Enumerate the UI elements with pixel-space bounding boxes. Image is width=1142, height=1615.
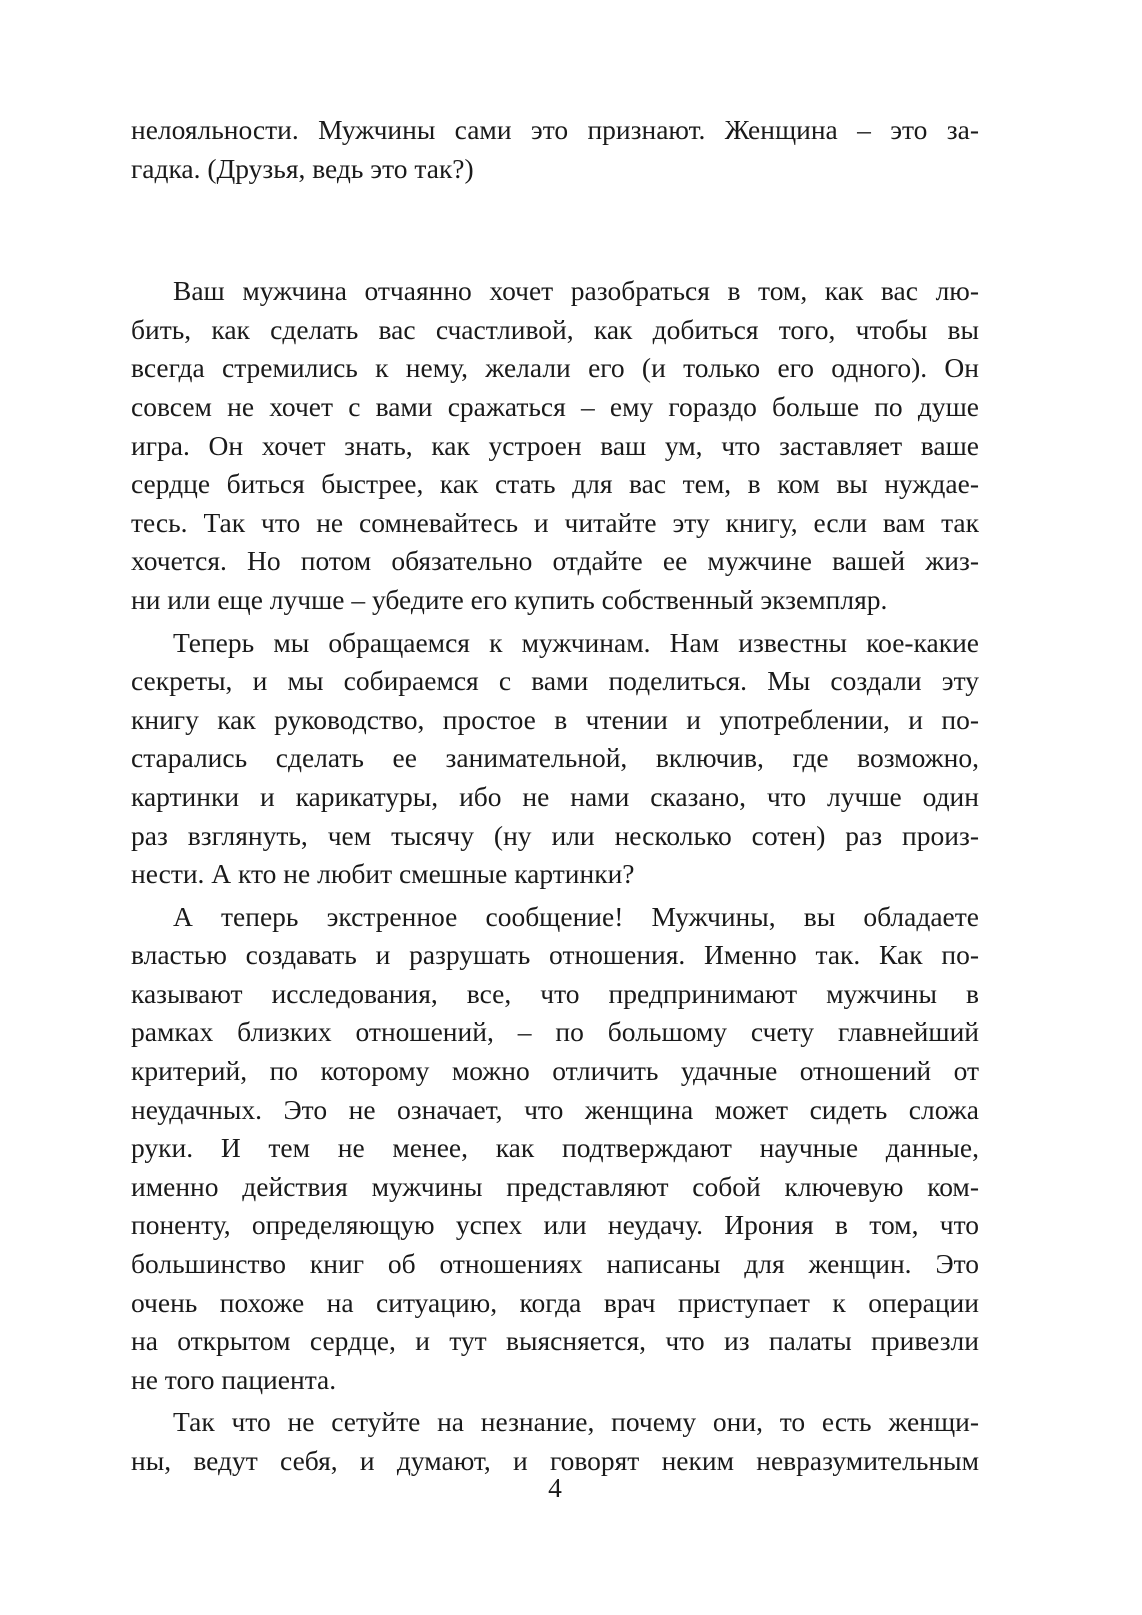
text-line: на открытом сердце, и тут выясняется, что из палаты привезли — [131, 1325, 979, 1357]
text-line: большинство книг об отношениях написаны для женщин. Это — [131, 1248, 979, 1280]
text-line: сердце биться быстрее, как стать для вас тем, в ком вы нуждае- — [131, 468, 979, 500]
text-line: Так что не сетуйте на незнание, почему они, то есть женщи- — [173, 1406, 979, 1438]
page-number: 4 — [548, 1472, 562, 1503]
text-line: нести. А кто не любит смешные картинки? — [131, 858, 635, 890]
paragraph — [131, 898, 979, 1400]
text-line: ни или еще лучше – убедите его купить собственный экземпляр. — [131, 583, 888, 615]
text-line: властью создавать и разрушать отношения. Именно так. Как по- — [131, 939, 979, 971]
text-line: нелояльности. Мужчины сами это признают. Женщина – это за- — [131, 114, 979, 145]
text-line: именно действия мужчины представляют собой ключевую ком- — [131, 1170, 979, 1202]
text-line: казывают исследования, все, что предпринимают мужчины в — [131, 977, 979, 1009]
paragraph — [131, 111, 979, 188]
text-line: критерий, по которому можно отличить удачные отношений от — [131, 1055, 979, 1087]
text-line: очень похоже на ситуацию, когда врач приступает к операции — [131, 1286, 979, 1318]
text-line: Теперь мы обращаемся к мужчинам. Нам известны кое-какие — [173, 626, 979, 658]
paragraph — [131, 1403, 979, 1480]
text-line: всегда стремились к нему, желали его (и только его одного). Он — [131, 352, 979, 384]
text-line: ны, ведут себя, и думают, и говорят неким невразумительным — [131, 1445, 979, 1476]
paragraph — [131, 272, 979, 619]
paragraph — [131, 624, 979, 894]
text-line: совсем не хочет с вами сражаться – ему гораздо больше по душе — [131, 390, 979, 422]
text-line: не того пациента. — [131, 1363, 337, 1395]
text-line: тесь. Так что не сомневайтесь и читайте эту книгу, если вам так — [131, 506, 979, 538]
text-line: игра. Он хочет знать, как устроен ваш ум, что заставляет ваше — [131, 429, 979, 461]
text-line: раз взглянуть, чем тысячу (ну или несколько сотен) раз произ- — [131, 819, 979, 851]
text-line: руки. И тем не менее, как подтверждают научные данные, — [131, 1132, 979, 1164]
text-line: хочется. Но потом обязательно отдайте ее мужчине вашей жиз- — [131, 545, 979, 577]
text-line: бить, как сделать вас счастливой, как добиться того, чтобы вы — [131, 313, 979, 345]
text-line: гадка. (Друзья, ведь это так?) — [131, 152, 474, 184]
page-body-text — [131, 111, 979, 1481]
text-line: поненту, определяющую успех или неудачу. Ирония в том, что — [131, 1209, 979, 1241]
text-line: старались сделать ее занимательной, включив, где возможно, — [131, 742, 979, 774]
text-line: рамках близких отношений, – по большому счету главнейший — [131, 1016, 979, 1048]
text-line: картинки и карикатуры, ибо не нами сказано, что лучше один — [131, 780, 979, 812]
text-line: секреты, и мы собираемся с вами поделиться. Мы создали эту — [131, 665, 979, 697]
text-line: Ваш мужчина отчаянно хочет разобраться в том, как вас лю- — [173, 275, 979, 307]
text-line: А теперь экстренное сообщение! Мужчины, вы обладаете — [173, 900, 979, 932]
text-line: неудачных. Это не означает, что женщина может сидеть сложа — [131, 1093, 979, 1125]
text-line: книгу как руководство, простое в чтении и употреблении, и по- — [131, 703, 979, 735]
